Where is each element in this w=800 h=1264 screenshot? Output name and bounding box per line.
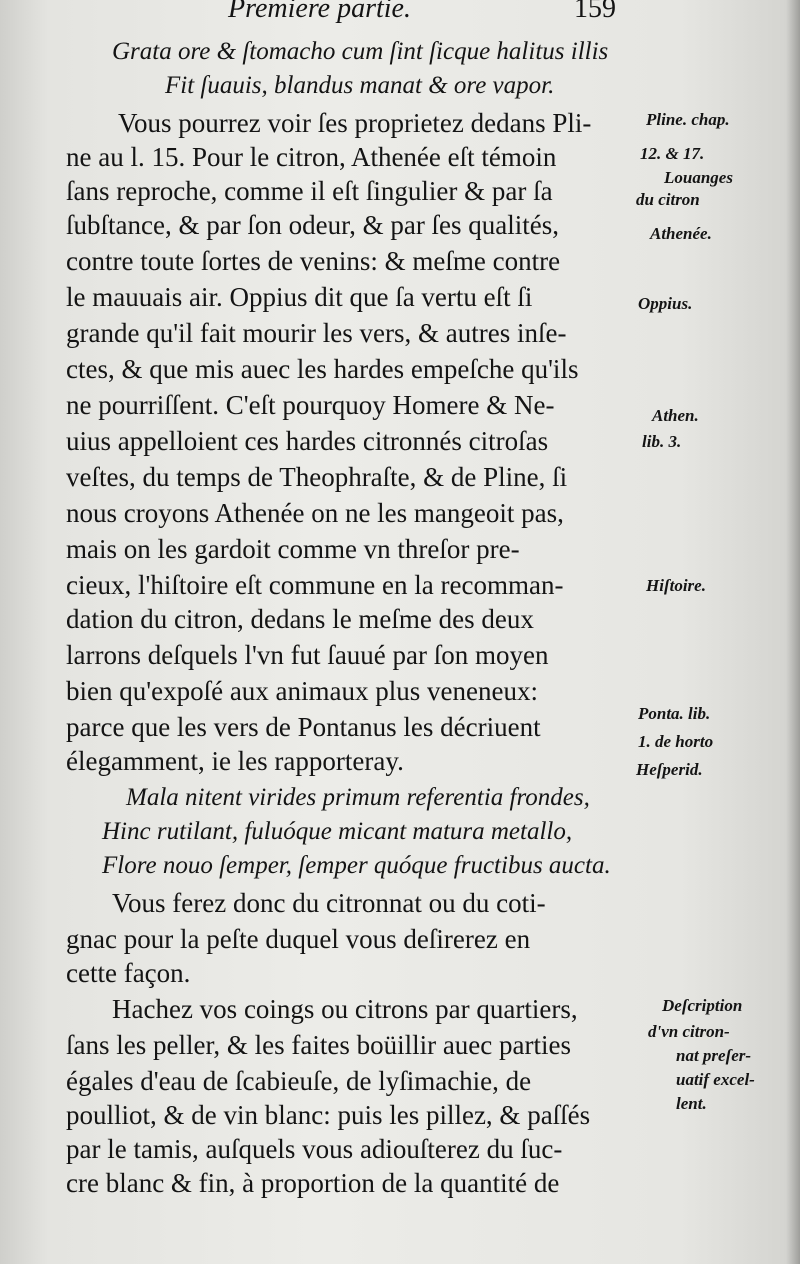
margin-note: d'vn citron- bbox=[648, 1022, 730, 1041]
text-line: ſans reproche, comme il eſt ſingulier & par ſa bbox=[66, 176, 553, 206]
margin-note: du citron bbox=[636, 190, 700, 209]
text-line: uius appelloient ces hardes citronnés citroſas bbox=[66, 426, 549, 456]
text-line: Vous pourrez voir ſes proprietez dedans Pli- bbox=[118, 108, 592, 138]
running-header bbox=[0, 0, 800, 24]
text-line: ne au l. 15. Pour le citron, Athenée eſt témoin bbox=[66, 142, 557, 172]
text-line: élegamment, ie les rapporteray. bbox=[66, 746, 404, 776]
text-line: nous croyons Athenée on ne les mangeoit pas, bbox=[66, 498, 564, 528]
text-line: égales d'eau de ſcabieuſe, de lyſimachie, de bbox=[66, 1066, 532, 1096]
margin-note: Louanges bbox=[664, 168, 733, 187]
margin-note: lib. 3. bbox=[642, 432, 682, 451]
margin-note: Athen. bbox=[652, 406, 699, 425]
verse-line: Fit ſuauis, blandus manat & ore vapor. bbox=[165, 72, 555, 99]
margin-note: nat preſer- bbox=[676, 1046, 752, 1065]
margin-note: 1. de horto bbox=[638, 732, 714, 751]
text-line: veſtes, du temps de Theophraſte, & de Pline, ſi bbox=[66, 462, 568, 492]
page-number: 159 bbox=[574, 0, 616, 24]
text-line: Vous ferez donc du citronnat ou du coti- bbox=[112, 888, 546, 918]
text-line: par le tamis, auſquels vous adiouſterez du ſuc- bbox=[66, 1134, 563, 1164]
text-line: gnac pour la peſte duquel vous deſirerez en bbox=[66, 924, 531, 954]
margin-note: lent. bbox=[676, 1094, 707, 1113]
margin-note: uatif excel- bbox=[676, 1070, 755, 1089]
text-line: dation du citron, dedans le meſme des deux bbox=[66, 604, 534, 634]
verse-line: Grata ore & ſtomacho cum ſint ſicque halitus illis bbox=[112, 38, 609, 65]
text-line: cette façon. bbox=[66, 958, 191, 988]
text-line: ne pourriſſent. C'eſt pourquoy Homere & Ne- bbox=[66, 390, 555, 420]
verse-line: Flore nouo ſemper, ſemper quóque fructibus aucta. bbox=[102, 852, 611, 879]
verse-line: Mala nitent virides primum referentia frondes, bbox=[126, 784, 590, 811]
margin-note: Pline. chap. bbox=[646, 110, 730, 129]
text-line: larrons deſquels l'vn fut ſauué par ſon moyen bbox=[66, 640, 549, 670]
page-edge-shadow bbox=[786, 0, 800, 1264]
running-title: Premiere partie. bbox=[228, 0, 411, 24]
text-line: poulliot, & de vin blanc: puis les pillez, & paſſés bbox=[66, 1100, 591, 1130]
margin-note: Hiſtoire. bbox=[646, 576, 706, 595]
margin-note: Oppius. bbox=[638, 294, 693, 313]
text-line: ctes, & que mis auec les hardes empeſche qu'ils bbox=[66, 354, 579, 384]
text-line: cieux, l'hiſtoire eſt commune en la recomman- bbox=[66, 570, 564, 600]
text-line: ſubſtance, & par ſon odeur, & par ſes qualités, bbox=[66, 210, 560, 240]
text-line: grande qu'il fait mourir les vers, & autres inſe- bbox=[66, 318, 567, 348]
text-line: cre blanc & fin, à proportion de la quantité de bbox=[66, 1168, 560, 1198]
margin-note: Ponta. lib. bbox=[638, 704, 711, 723]
text-line: le mauuais air. Oppius dit que ſa vertu eſt ſi bbox=[66, 282, 533, 312]
margin-note: Athenée. bbox=[650, 224, 712, 243]
text-line: mais on les gardoit comme vn threſor pre- bbox=[66, 534, 520, 564]
margin-note: 12. & 17. bbox=[640, 144, 705, 163]
text-line: Hachez vos coings ou citrons par quartiers, bbox=[112, 994, 578, 1024]
margin-note: Deſcription bbox=[662, 996, 743, 1015]
text-line: contre toute ſortes de venins: & meſme contre bbox=[66, 246, 561, 276]
verse-line: Hinc rutilant, fuluóque micant matura metallo, bbox=[102, 818, 573, 845]
text-line: ſans les peller, & les faites boüillir auec parties bbox=[66, 1030, 571, 1060]
text-line: bien qu'expoſé aux animaux plus veneneux: bbox=[66, 676, 538, 706]
text-line: parce que les vers de Pontanus les décriuent bbox=[66, 712, 541, 742]
margin-note: Heſperid. bbox=[636, 760, 703, 779]
